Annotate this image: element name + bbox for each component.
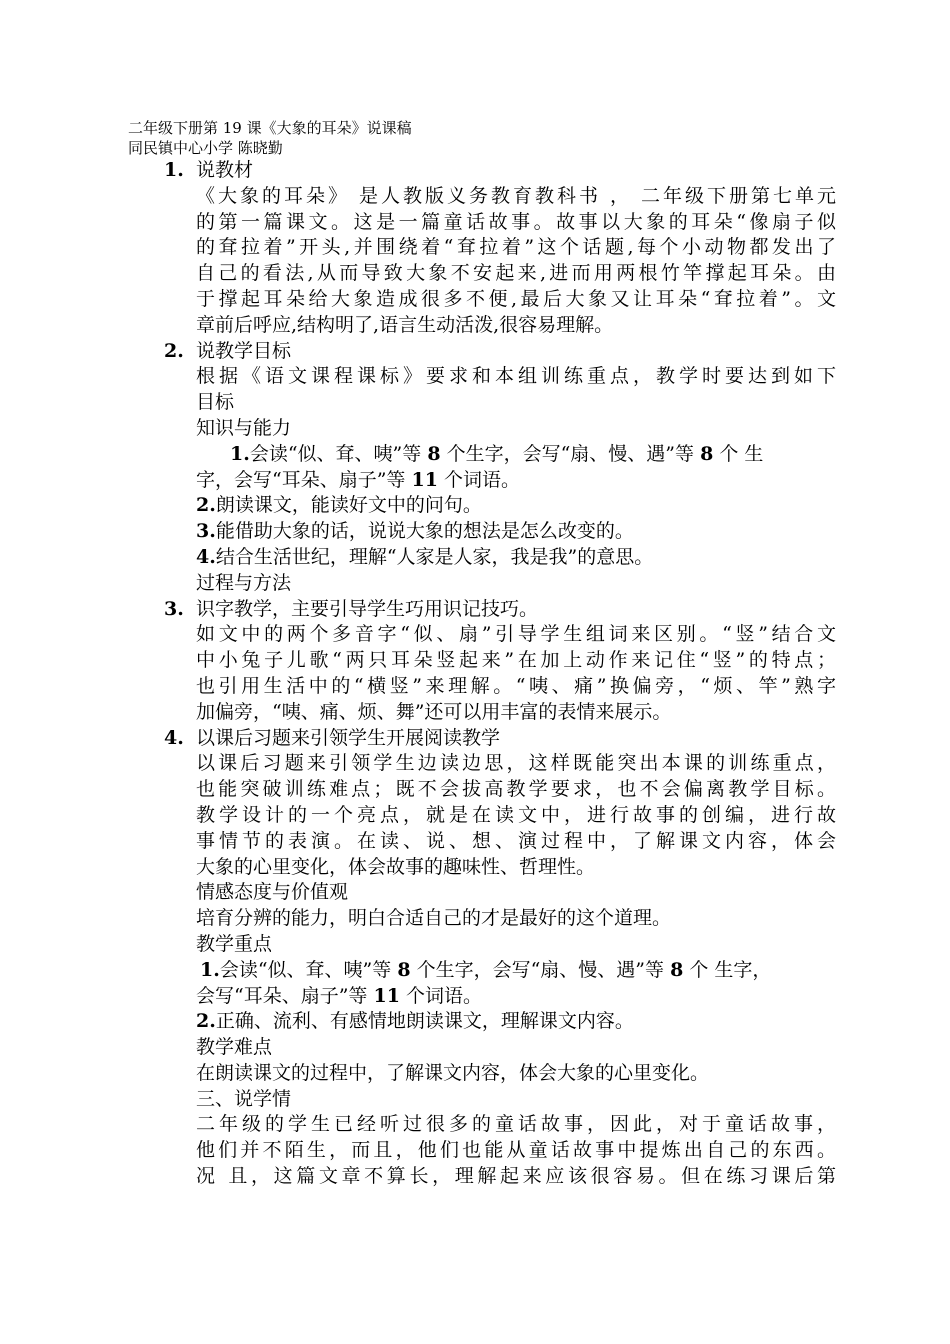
key-point-item: 2.正确、流利、有感情地朗读课文，理解课文内容。 (196, 1010, 634, 1033)
goal-item: 4.结合生活世纪，理解“人家是人家，我是我”的意思。 (196, 545, 654, 568)
list-number: 1. (164, 159, 184, 181)
paragraph-line: 也引用生活中的“横竖”来理解。“咦、痛”换偏旁，“烦、竿”熟字 (196, 674, 836, 697)
goal-item: 2.朗读课文，能读好文中的问句。 (196, 494, 482, 517)
paragraph-line: 的第一篇课文。这是一篇童话故事。故事以大象的耳朵“像扇子似 (196, 210, 836, 233)
doc-title: 二年级下册第 19 课《大象的耳朵》说课稿 (128, 119, 412, 137)
doc-author: 同民镇中心小学 陈晓勤 (128, 139, 283, 157)
list-number: 2. (164, 339, 184, 362)
paragraph-line: 如文中的两个多音字“似、扇”引导学生组词来区别。“竖”结合文 (196, 623, 836, 646)
paragraph-line: 培育分辨的能力，明白合适自己的才是最好的这个道理。 (196, 907, 672, 930)
paragraph-line: 况 且，这篇文章不算长，理解起来应该很容易。但在练习课后第 (196, 1165, 836, 1188)
paragraph-line: 二年级的学生已经听过很多的童话故事，因此，对于童话故事， (196, 1113, 836, 1136)
goal-item: 3.能借助大象的话，说说大象的想法是怎么改变的。 (196, 520, 634, 543)
paragraph-line: 教学设计的一个亮点，就是在读文中，进行故事的创编，进行故 (196, 803, 836, 826)
paragraph-line: 《大象的耳朵》 是人教版义务教育教科书 ， 二年级下册第七单元 (196, 184, 836, 207)
subheading: 情感态度与价值观 (196, 881, 349, 904)
subheading: 教学重点 (196, 932, 273, 955)
goal-item: 1.会读“似、耷、咦”等 8 个生字，会写“扇、慢、遇”等 8 个 生 (230, 442, 764, 465)
list-number: 3. (164, 597, 184, 620)
paragraph-line: 于撑起耳朵给大象造成很多不便,最后大象又让耳朵“耷拉着”。文 (196, 287, 836, 310)
subheading: 知识与能力 (196, 416, 292, 439)
paragraph-line: 大象的心里变化，体会故事的趣味性、哲理性。 (196, 855, 596, 878)
paragraph-line: 的耷拉着”开头,并围绕着“耷拉着”这个话题,每个小动物都发出了 (196, 236, 836, 259)
doc-body (164, 158, 836, 1190)
paragraph-line: 中小兔子儿歌“两只耳朵竖起来”在加上动作来记住“竖”的特点； (196, 649, 836, 672)
section-heading: 1. 说教材 (196, 158, 836, 184)
paragraph-line: 在朗读课文的过程中，了解课文内容，体会大象的心里变化。 (196, 1061, 710, 1084)
subheading: 过程与方法 (196, 571, 292, 594)
list-number: 4. (164, 726, 184, 749)
section-heading: 3. 识字教学，主要引导学生巧用识记技巧。 (196, 597, 836, 623)
section-heading: 2. 说教学目标 (196, 339, 836, 365)
section-heading: 4. 以课后习题来引领学生开展阅读教学 (196, 726, 836, 752)
paragraph-line: 目标 (196, 391, 235, 414)
section-heading: 三、说学情 (196, 1087, 292, 1110)
paragraph-line: 根据《语文课程课标》要求和本组训练重点，教学时要达到如下 (196, 365, 836, 388)
key-point-item-cont: 会写“耳朵、扇子”等 11 个词语。 (196, 984, 482, 1007)
key-point-item: 1.会读“似、耷、咦”等 8 个生字，会写“扇、慢、遇”等 8 个 生字， (200, 958, 772, 981)
paragraph-line: 加偏旁，“咦、痛、烦、舞”还可以用丰富的表情来展示。 (196, 700, 672, 723)
paragraph-line: 以课后习题来引领学生边读边思，这样既能突出本课的训练重点， (196, 752, 836, 775)
paragraph-line: 自己的看法,从而导致大象不安起来,进而用两根竹竿撑起耳朵。由 (196, 262, 836, 285)
paragraph-line: 章前后呼应,结构明了,语言生动活泼,很容易理解。 (196, 313, 614, 336)
goal-item-cont: 字，会写“耳朵、扇子”等 11 个词语。 (196, 468, 520, 491)
subheading: 教学难点 (196, 1036, 273, 1059)
paragraph-line: 他们并不陌生，而且，他们也能从童话故事中提炼出自己的东西。 (196, 1139, 836, 1162)
paragraph-line: 事情节的表演。在读、说、想、演过程中，了解课文内容，体会 (196, 829, 836, 852)
paragraph-line: 也能突破训练难点；既不会拔高教学要求，也不会偏离教学目标。 (196, 778, 836, 801)
